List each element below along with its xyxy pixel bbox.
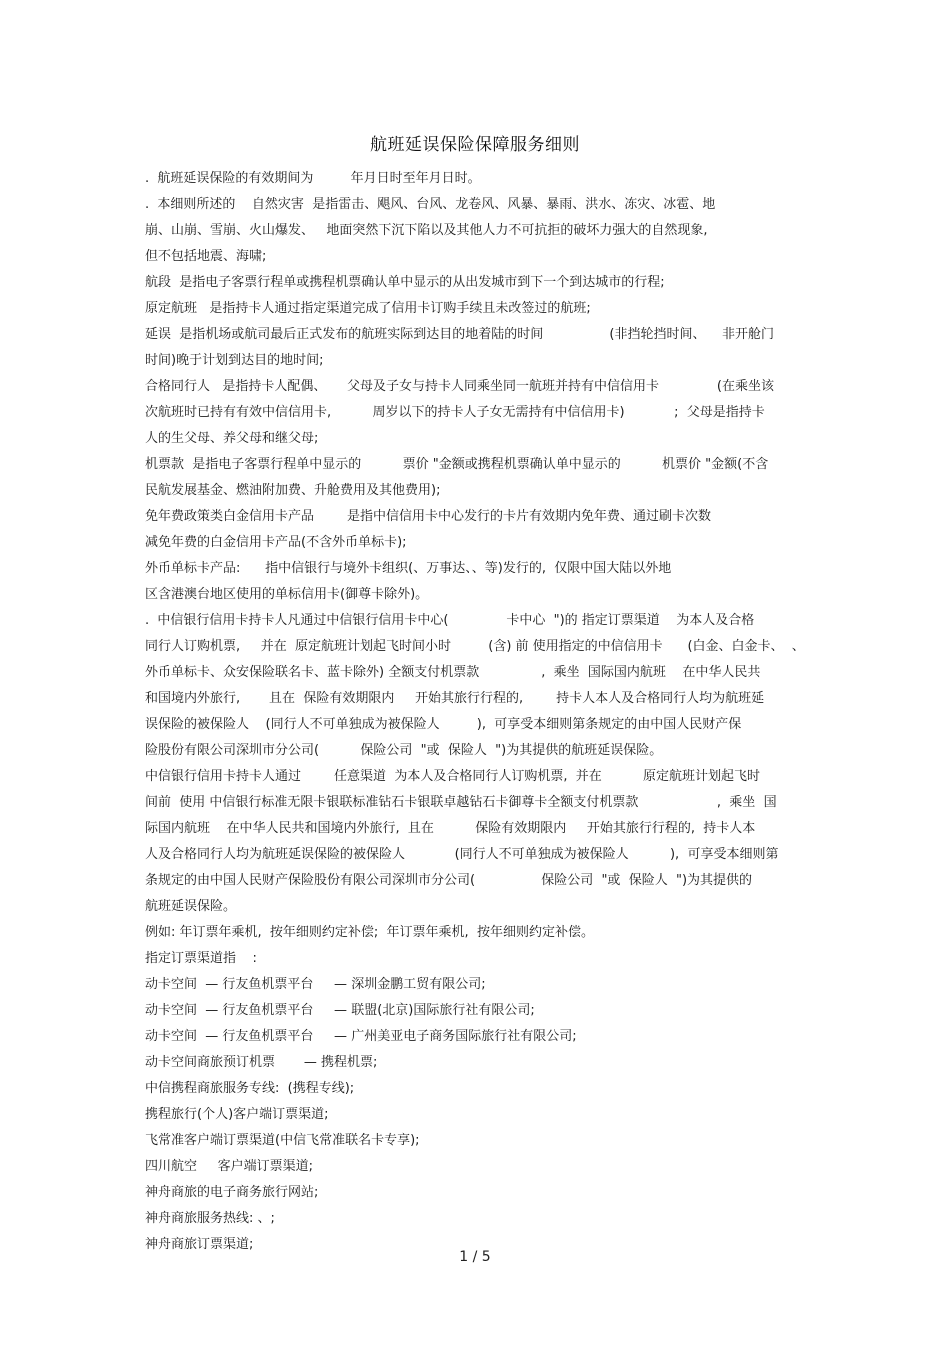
text-line: 次航班时已持有有效中信信用卡, 周岁以下的持卡人子女无需持有中信信用卡) ; 父母是指持卡 — [145, 405, 765, 420]
text-line: 动卡空间 — 行友鱼机票平台 — 广州美亚电子商务国际旅行社有限公司; — [145, 1029, 577, 1044]
text-line: 合格同行人 是指持卡人配偶、 父母及子女与持卡人同乘坐同一航班并持有中信信用卡 (在乘坐该 — [145, 379, 774, 394]
text-line: 条规定的由中国人民财产保险股份有限公司深圳市分公司( 保险公司 "或 保险人 ")为其提供的 — [145, 873, 753, 888]
text-line: . 中信银行信用卡持卡人凡通过中信银行信用卡中心( 卡中心 ")的 指定订票渠道 为本人及合格 — [145, 613, 755, 628]
page-indicator: 1 / 5 — [459, 1249, 491, 1265]
text-line: 动卡空间 — 行友鱼机票平台 — 联盟(北京)国际旅行社有限公司; — [145, 1003, 535, 1018]
text-line: 误保险的被保险人 (同行人不可单独成为被保险人 ), 可享受本细则第条规定的由中国人民财产保 — [145, 717, 742, 732]
text-line: 动卡空间 — 行友鱼机票平台 — 深圳金鹏工贸有限公司; — [145, 977, 486, 992]
text-line: 间前 使用 中信银行标准无限卡银联标准钻石卡银联卓越钻石卡御尊卡全额支付机票款 , 乘坐 国 — [145, 795, 777, 810]
text-line: 神舟商旅服务热线: 、; — [145, 1211, 275, 1226]
text-line: 外币单标卡、众安保险联名卡、蓝卡除外) 全额支付机票款 , 乘坐 国际国内航班 在中华人民共 — [145, 665, 761, 680]
text-line: 和国境内外旅行, 且在 保险有效期限内 开始其旅行行程的, 持卡人本人及合格同行人均为航班延 — [145, 691, 765, 706]
text-line: 际国内航班 在中华人民共和国境内外旅行, 且在 保险有效期限内 开始其旅行行程的, 持卡人本 — [145, 821, 756, 836]
text-line: 航段 是指电子客票行程单或携程机票确认单中显示的从出发城市到下一个到达城市的行程; — [145, 275, 665, 290]
text-line: 中信银行信用卡持卡人通过 任意渠道 为本人及合格同行人订购机票, 并在 原定航班计划起飞时 — [145, 769, 761, 784]
text-line: 人的生父母、养父母和继父母; — [145, 431, 319, 446]
text-line: 民航发展基金、燃油附加费、升舱费用及其他费用); — [145, 483, 441, 498]
text-line: 延误 是指机场或航司最后正式发布的航班实际到达目的地着陆的时间 (非挡轮挡时间、 非开舱门 — [145, 327, 774, 342]
document-body — [145, 166, 815, 1258]
text-line: 外币单标卡产品: 指中信银行与境外卡组织(、万事达、、等)发行的, 仅限中国大陆以外地 — [145, 561, 672, 576]
text-line: 同行人订购机票, 并在 原定航班计划起飞时间小时 (含) 前 使用指定的中信信用卡 (白金、白金卡、 、 — [145, 639, 805, 654]
text-line: 人及合格同行人均为航班延误保险的被保险人 (同行人不可单独成为被保险人 ), 可享受本细则第 — [145, 847, 779, 862]
text-line: . 航班延误保险的有效期间为 年月日时至年月日时。 — [145, 171, 481, 186]
text-line: . 本细则所述的 自然灾害 是指雷击、飓风、台风、龙卷风、风暴、暴雨、洪水、冻灾、冰雹、地 — [145, 197, 716, 212]
text-line: 四川航空 客户端订票渠道; — [145, 1159, 314, 1174]
text-line: 原定航班 是指持卡人通过指定渠道完成了信用卡订购手续且未改签过的航班; — [145, 301, 591, 316]
text-line: 机票款 是指电子客票行程单中显示的 票价 "金额或携程机票确认单中显示的 机票价 "金额(不含 — [145, 457, 769, 472]
text-line: 携程旅行(个人)客户端订票渠道; — [145, 1107, 329, 1122]
text-line: 神舟商旅订票渠道; — [145, 1237, 254, 1252]
text-line: 但不包括地震、海啸; — [145, 249, 267, 264]
text-line: 险股份有限公司深圳市分公司( 保险公司 "或 保险人 ")为其提供的航班延误保险。 — [145, 743, 663, 758]
text-line: 动卡空间商旅预订机票 — 携程机票; — [145, 1055, 378, 1070]
text-line: 指定订票渠道指 : — [145, 951, 257, 966]
text-line: 飞常准客户端订票渠道(中信飞常准联名卡专享); — [145, 1133, 420, 1148]
text-line: 时间)晚于计划到达目的地时间; — [145, 353, 324, 368]
text-line: 免年费政策类白金信用卡产品 是指中信信用卡中心发行的卡片有效期内免年费、通过刷卡次数 — [145, 509, 712, 524]
text-line: 航班延误保险。 — [145, 899, 237, 914]
text-line: 减免年费的白金信用卡产品(不含外币单标卡); — [145, 535, 407, 550]
text-line: 区含港澳台地区使用的单标信用卡(御尊卡除外)。 — [145, 587, 429, 602]
text-line: 神舟商旅的电子商务旅行网站; — [145, 1185, 319, 1200]
text-line: 崩、山崩、雪崩、火山爆发、 地面突然下沉下陷以及其他人力不可抗拒的破坏力强大的自然现象, — [145, 223, 708, 238]
text-line: 例如: 年订票年乘机, 按年细则约定补偿; 年订票年乘机, 按年细则约定补偿。 — [145, 925, 594, 940]
document-title: 航班延误保险保障服务细则 — [370, 135, 580, 155]
text-line: 中信携程商旅服务专线: (携程专线); — [145, 1081, 355, 1096]
